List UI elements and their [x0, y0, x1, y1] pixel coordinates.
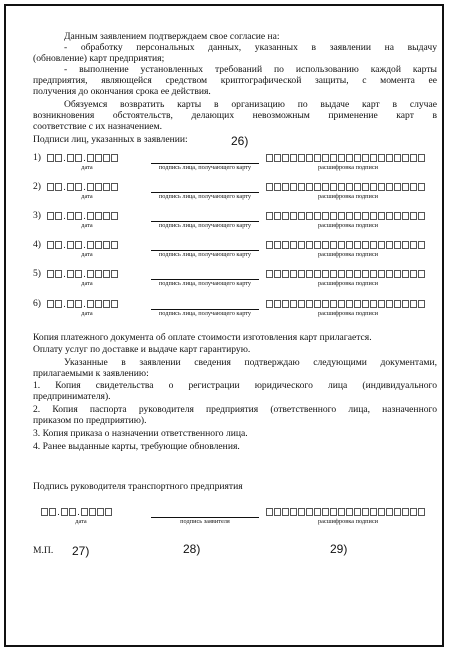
- char-box[interactable]: [322, 508, 329, 516]
- char-box[interactable]: [67, 183, 74, 191]
- date-field[interactable]: [41, 506, 113, 517]
- char-box[interactable]: [394, 212, 401, 220]
- char-box[interactable]: [87, 300, 94, 308]
- char-box[interactable]: [111, 183, 118, 191]
- date-caption: дата: [81, 164, 93, 171]
- signature-row-number: 5): [33, 268, 41, 279]
- char-box[interactable]: [55, 183, 62, 191]
- char-box[interactable]: [55, 241, 62, 249]
- signature-caption: подпись лица, получающего карту: [158, 251, 252, 258]
- char-box[interactable]: [322, 270, 329, 278]
- char-box[interactable]: [394, 300, 401, 308]
- char-box[interactable]: [418, 183, 425, 191]
- char-box[interactable]: [75, 270, 82, 278]
- char-box[interactable]: [67, 270, 74, 278]
- char-box[interactable]: [314, 154, 321, 162]
- char-box[interactable]: [370, 270, 377, 278]
- date-field[interactable]: [47, 268, 119, 279]
- signature-row-number: 1): [33, 152, 41, 163]
- char-box[interactable]: [103, 300, 110, 308]
- char-box[interactable]: [402, 154, 409, 162]
- char-box[interactable]: [47, 154, 54, 162]
- stamp-place-label: М.П.: [33, 545, 54, 556]
- consent-intro: Данным заявлением подтверждаем свое согласие на:: [64, 31, 280, 42]
- char-box[interactable]: [298, 183, 305, 191]
- char-box[interactable]: [370, 183, 377, 191]
- char-box[interactable]: [75, 183, 82, 191]
- char-box[interactable]: [362, 154, 369, 162]
- name-decode-field[interactable]: [266, 239, 426, 250]
- char-box[interactable]: [67, 300, 74, 308]
- char-box[interactable]: [298, 212, 305, 220]
- char-box[interactable]: [402, 300, 409, 308]
- char-box[interactable]: [266, 270, 273, 278]
- obligation-c: соответствие с их назначением.: [33, 121, 162, 132]
- callout-26: 26): [231, 134, 249, 148]
- char-box[interactable]: [394, 241, 401, 249]
- char-box[interactable]: [394, 508, 401, 516]
- decode-caption: расшифровка подписи: [317, 518, 379, 525]
- signature-caption: подпись лица, получающего карту: [158, 280, 252, 287]
- char-box[interactable]: [354, 183, 361, 191]
- char-box[interactable]: [111, 270, 118, 278]
- obligation-a: Обязуемся возвратить карты в организацию по выдаче карт в случае: [64, 99, 437, 110]
- char-box[interactable]: [410, 300, 417, 308]
- date-field[interactable]: [47, 298, 119, 309]
- char-box[interactable]: [410, 183, 417, 191]
- char-box[interactable]: [55, 212, 62, 220]
- char-box[interactable]: [306, 183, 313, 191]
- char-box[interactable]: [314, 212, 321, 220]
- date-field[interactable]: [47, 181, 119, 192]
- char-box[interactable]: [274, 241, 281, 249]
- char-box[interactable]: [346, 212, 353, 220]
- signature-caption: подпись лица, получающего карту: [158, 222, 252, 229]
- char-box[interactable]: [298, 508, 305, 516]
- signature-caption: подпись заявителя: [180, 518, 230, 525]
- char-box[interactable]: [274, 154, 281, 162]
- char-box[interactable]: [87, 270, 94, 278]
- char-box[interactable]: [47, 212, 54, 220]
- char-box[interactable]: [274, 508, 281, 516]
- char-box[interactable]: [330, 270, 337, 278]
- char-box[interactable]: [418, 270, 425, 278]
- char-box[interactable]: [314, 270, 321, 278]
- char-box[interactable]: [298, 270, 305, 278]
- char-box[interactable]: [61, 508, 68, 516]
- name-decode-field[interactable]: [266, 268, 426, 279]
- char-box[interactable]: [306, 241, 313, 249]
- char-box[interactable]: [282, 154, 289, 162]
- char-box[interactable]: [266, 154, 273, 162]
- decode-caption: расшифровка подписи: [317, 193, 379, 200]
- signature-row: [33, 298, 433, 328]
- char-box[interactable]: [362, 212, 369, 220]
- date-caption: дата: [81, 193, 93, 200]
- decode-caption: расшифровка подписи: [317, 164, 379, 171]
- char-box[interactable]: [410, 270, 417, 278]
- signature-caption: подпись лица, получающего карту: [158, 310, 252, 317]
- date-caption: дата: [75, 518, 87, 525]
- date-separator: .: [57, 506, 60, 517]
- char-box[interactable]: [330, 212, 337, 220]
- date-separator: .: [83, 181, 86, 192]
- char-box[interactable]: [105, 508, 112, 516]
- char-box[interactable]: [266, 508, 273, 516]
- date-separator: .: [63, 210, 66, 221]
- name-decode-field[interactable]: [266, 506, 426, 517]
- char-box[interactable]: [346, 300, 353, 308]
- char-box[interactable]: [81, 508, 88, 516]
- char-box[interactable]: [290, 300, 297, 308]
- char-box[interactable]: [41, 508, 48, 516]
- signature-row-number: 6): [33, 298, 41, 309]
- char-box[interactable]: [378, 241, 385, 249]
- char-box[interactable]: [306, 300, 313, 308]
- date-separator: .: [63, 239, 66, 250]
- date-caption: дата: [81, 222, 93, 229]
- payment-line-2: Оплату услуг по доставке и выдаче карт гарантирую.: [33, 344, 251, 355]
- char-box[interactable]: [322, 183, 329, 191]
- char-box[interactable]: [103, 270, 110, 278]
- char-box[interactable]: [298, 300, 305, 308]
- date-separator: .: [83, 152, 86, 163]
- decode-caption: расшифровка подписи: [317, 310, 379, 317]
- document-1a: 1. Копия свидетельства о регистрации юридического лица (индивидуального: [33, 380, 437, 391]
- char-box[interactable]: [402, 212, 409, 220]
- char-box[interactable]: [418, 241, 425, 249]
- char-box[interactable]: [338, 241, 345, 249]
- name-decode-field[interactable]: [266, 298, 426, 309]
- signature-row: [33, 152, 433, 182]
- char-box[interactable]: [274, 212, 281, 220]
- char-box[interactable]: [322, 154, 329, 162]
- date-separator: .: [63, 152, 66, 163]
- char-box[interactable]: [103, 241, 110, 249]
- char-box[interactable]: [410, 241, 417, 249]
- document-4: 4. Ранее выданные карты, требующие обновления.: [33, 441, 240, 452]
- char-box[interactable]: [322, 300, 329, 308]
- char-box[interactable]: [370, 241, 377, 249]
- char-box[interactable]: [282, 270, 289, 278]
- callout-28: 28): [183, 542, 201, 556]
- char-box[interactable]: [410, 154, 417, 162]
- char-box[interactable]: [402, 183, 409, 191]
- char-box[interactable]: [378, 212, 385, 220]
- char-box[interactable]: [266, 212, 273, 220]
- char-box[interactable]: [306, 270, 313, 278]
- callout-27: 27): [72, 544, 90, 558]
- char-box[interactable]: [47, 183, 54, 191]
- char-box[interactable]: [346, 508, 353, 516]
- char-box[interactable]: [111, 154, 118, 162]
- char-box[interactable]: [346, 241, 353, 249]
- date-separator: .: [83, 298, 86, 309]
- char-box[interactable]: [290, 270, 297, 278]
- char-box[interactable]: [47, 241, 54, 249]
- char-box[interactable]: [338, 508, 345, 516]
- char-box[interactable]: [298, 154, 305, 162]
- char-box[interactable]: [266, 241, 273, 249]
- signature-row: [33, 181, 433, 211]
- char-box[interactable]: [362, 300, 369, 308]
- char-box[interactable]: [338, 300, 345, 308]
- char-box[interactable]: [274, 183, 281, 191]
- document-2a: 2. Копия паспорта руководителя предприятия (ответственного лица, назначенного: [33, 404, 437, 415]
- char-box[interactable]: [87, 241, 94, 249]
- char-box[interactable]: [378, 154, 385, 162]
- consent-item-1a: - обработку персональных данных, указанных в заявлении на выдачу: [64, 42, 437, 53]
- char-box[interactable]: [370, 154, 377, 162]
- char-box[interactable]: [386, 300, 393, 308]
- char-box[interactable]: [95, 212, 102, 220]
- char-box[interactable]: [402, 270, 409, 278]
- char-box[interactable]: [386, 212, 393, 220]
- consent-item-2c: получения до окончания срока ее действия.: [33, 86, 211, 97]
- char-box[interactable]: [67, 154, 74, 162]
- char-box[interactable]: [67, 241, 74, 249]
- consent-item-2b: предприятия, являющейся средством криптографической защиты, с момента ее: [33, 75, 437, 86]
- char-box[interactable]: [386, 154, 393, 162]
- char-box[interactable]: [338, 183, 345, 191]
- char-box[interactable]: [282, 300, 289, 308]
- char-box[interactable]: [97, 508, 104, 516]
- char-box[interactable]: [266, 300, 273, 308]
- obligation-b: возникновения обстоятельств, делающих невозможным применение карт в: [33, 110, 437, 121]
- char-box[interactable]: [290, 154, 297, 162]
- char-box[interactable]: [354, 270, 361, 278]
- signature-row-number: 4): [33, 239, 41, 250]
- char-box[interactable]: [111, 300, 118, 308]
- char-box[interactable]: [306, 508, 313, 516]
- signature-row-number: 3): [33, 210, 41, 221]
- head-signature-label: Подпись руководителя транспортного предприятия: [33, 481, 243, 492]
- char-box[interactable]: [282, 183, 289, 191]
- char-box[interactable]: [338, 270, 345, 278]
- char-box[interactable]: [306, 154, 313, 162]
- char-box[interactable]: [290, 508, 297, 516]
- char-box[interactable]: [67, 212, 74, 220]
- char-box[interactable]: [75, 154, 82, 162]
- date-separator: .: [63, 268, 66, 279]
- signature-row: [33, 268, 433, 298]
- char-box[interactable]: [354, 212, 361, 220]
- date-separator: .: [83, 268, 86, 279]
- char-box[interactable]: [338, 154, 345, 162]
- documents-intro-a: Указанные в заявлении сведения подтверждаю следующими документами,: [64, 357, 437, 368]
- date-separator: .: [77, 506, 80, 517]
- char-box[interactable]: [386, 270, 393, 278]
- char-box[interactable]: [87, 183, 94, 191]
- char-box[interactable]: [378, 183, 385, 191]
- char-box[interactable]: [87, 212, 94, 220]
- char-box[interactable]: [111, 241, 118, 249]
- signature-row: [33, 210, 433, 240]
- char-box[interactable]: [95, 154, 102, 162]
- char-box[interactable]: [370, 508, 377, 516]
- char-box[interactable]: [410, 508, 417, 516]
- char-box[interactable]: [75, 300, 82, 308]
- date-separator: .: [63, 181, 66, 192]
- char-box[interactable]: [378, 270, 385, 278]
- name-decode-field[interactable]: [266, 181, 426, 192]
- char-box[interactable]: [290, 212, 297, 220]
- char-box[interactable]: [394, 154, 401, 162]
- char-box[interactable]: [362, 183, 369, 191]
- char-box[interactable]: [95, 183, 102, 191]
- char-box[interactable]: [386, 241, 393, 249]
- char-box[interactable]: [402, 241, 409, 249]
- char-box[interactable]: [330, 183, 337, 191]
- char-box[interactable]: [314, 241, 321, 249]
- char-box[interactable]: [95, 241, 102, 249]
- char-box[interactable]: [362, 241, 369, 249]
- date-separator: .: [63, 298, 66, 309]
- char-box[interactable]: [266, 183, 273, 191]
- char-box[interactable]: [322, 241, 329, 249]
- callout-29: 29): [330, 542, 348, 556]
- document-3: 3. Копия приказа о назначении ответственного лица.: [33, 428, 248, 439]
- date-caption: дата: [81, 251, 93, 258]
- char-box[interactable]: [362, 270, 369, 278]
- char-box[interactable]: [314, 183, 321, 191]
- documents-intro-b: прилагаемыми к заявлению:: [33, 368, 149, 379]
- char-box[interactable]: [354, 508, 361, 516]
- char-box[interactable]: [378, 508, 385, 516]
- char-box[interactable]: [282, 241, 289, 249]
- char-box[interactable]: [298, 241, 305, 249]
- char-box[interactable]: [386, 183, 393, 191]
- char-box[interactable]: [386, 508, 393, 516]
- signature-row: [33, 506, 433, 536]
- char-box[interactable]: [330, 154, 337, 162]
- consent-item-2a: - выполнение установленных требований по использованию каждой карты: [64, 64, 437, 75]
- char-box[interactable]: [55, 300, 62, 308]
- signature-row-number: 2): [33, 181, 41, 192]
- date-separator: .: [83, 210, 86, 221]
- date-separator: .: [83, 239, 86, 250]
- document-2b: приказом по предприятию).: [33, 415, 147, 426]
- char-box[interactable]: [394, 270, 401, 278]
- char-box[interactable]: [346, 183, 353, 191]
- signatures-header: Подписи лиц, указанных в заявлении:: [33, 134, 188, 145]
- char-box[interactable]: [47, 270, 54, 278]
- char-box[interactable]: [370, 300, 377, 308]
- char-box[interactable]: [346, 270, 353, 278]
- char-box[interactable]: [362, 508, 369, 516]
- char-box[interactable]: [314, 508, 321, 516]
- date-field[interactable]: [47, 152, 119, 163]
- char-box[interactable]: [95, 270, 102, 278]
- char-box[interactable]: [75, 241, 82, 249]
- decode-caption: расшифровка подписи: [317, 280, 379, 287]
- char-box[interactable]: [274, 270, 281, 278]
- char-box[interactable]: [47, 300, 54, 308]
- decode-caption: расшифровка подписи: [317, 222, 379, 229]
- char-box[interactable]: [338, 212, 345, 220]
- char-box[interactable]: [330, 508, 337, 516]
- char-box[interactable]: [111, 212, 118, 220]
- char-box[interactable]: [55, 270, 62, 278]
- char-box[interactable]: [89, 508, 96, 516]
- char-box[interactable]: [87, 154, 94, 162]
- char-box[interactable]: [290, 241, 297, 249]
- char-box[interactable]: [354, 300, 361, 308]
- consent-item-1b: (обновление) карт предприятия;: [33, 53, 165, 64]
- char-box[interactable]: [75, 212, 82, 220]
- char-box[interactable]: [306, 212, 313, 220]
- char-box[interactable]: [95, 300, 102, 308]
- char-box[interactable]: [314, 300, 321, 308]
- date-caption: дата: [81, 310, 93, 317]
- char-box[interactable]: [69, 508, 76, 516]
- char-box[interactable]: [354, 154, 361, 162]
- document-1b: предпринимателя).: [33, 391, 111, 402]
- char-box[interactable]: [103, 183, 110, 191]
- char-box[interactable]: [282, 508, 289, 516]
- char-box[interactable]: [418, 508, 425, 516]
- char-box[interactable]: [410, 212, 417, 220]
- char-box[interactable]: [378, 300, 385, 308]
- char-box[interactable]: [49, 508, 56, 516]
- char-box[interactable]: [418, 212, 425, 220]
- char-box[interactable]: [370, 212, 377, 220]
- date-field[interactable]: [47, 210, 119, 221]
- char-box[interactable]: [55, 154, 62, 162]
- char-box[interactable]: [103, 212, 110, 220]
- char-box[interactable]: [402, 508, 409, 516]
- name-decode-field[interactable]: [266, 152, 426, 163]
- signature-row: [33, 239, 433, 269]
- signature-caption: подпись лица, получающего карту: [158, 193, 252, 200]
- char-box[interactable]: [394, 183, 401, 191]
- char-box[interactable]: [103, 154, 110, 162]
- date-field[interactable]: [47, 239, 119, 250]
- char-box[interactable]: [354, 241, 361, 249]
- char-box[interactable]: [282, 212, 289, 220]
- char-box[interactable]: [322, 212, 329, 220]
- char-box[interactable]: [418, 154, 425, 162]
- char-box[interactable]: [290, 183, 297, 191]
- char-box[interactable]: [330, 300, 337, 308]
- char-box[interactable]: [418, 300, 425, 308]
- char-box[interactable]: [330, 241, 337, 249]
- char-box[interactable]: [274, 300, 281, 308]
- name-decode-field[interactable]: [266, 210, 426, 221]
- payment-line-1: Копия платежного документа об оплате стоимости изготовления карт прилагается.: [33, 332, 372, 343]
- decode-caption: расшифровка подписи: [317, 251, 379, 258]
- date-caption: дата: [81, 280, 93, 287]
- char-box[interactable]: [346, 154, 353, 162]
- signature-caption: подпись лица, получающего карту: [158, 164, 252, 171]
